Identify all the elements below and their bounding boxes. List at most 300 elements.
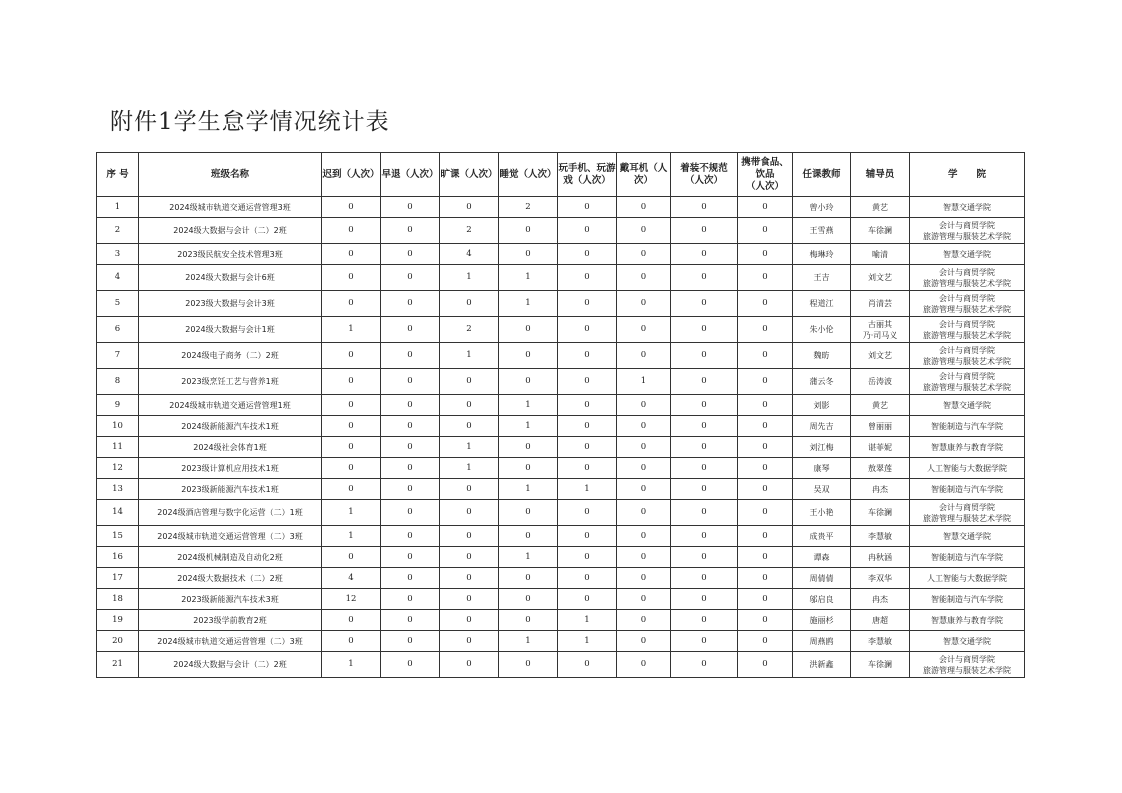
cell-dress: 0	[671, 197, 738, 218]
cell-college	[910, 458, 1025, 479]
cell-sleep: 0	[499, 500, 558, 526]
table-row	[97, 437, 1025, 458]
cell-counselor-line: 乃·司马义	[862, 330, 898, 340]
cell-teacher: 魏昉	[793, 343, 851, 369]
cell-teacher: 王吉	[793, 265, 851, 291]
table-header-row	[97, 153, 1025, 197]
cell-early: 0	[381, 547, 440, 568]
statistics-table	[96, 152, 1025, 678]
cell-counselor: 黄艺	[851, 395, 910, 416]
cell-teacher: 程道江	[793, 291, 851, 317]
cell-college	[910, 291, 1025, 317]
cell-late: 0	[322, 291, 381, 317]
cell-class: 2023级大数据与会计3班	[139, 291, 322, 317]
cell-seq: 17	[97, 568, 139, 589]
cell-early: 0	[381, 416, 440, 437]
cell-absent: 1	[440, 343, 499, 369]
cell-food: 0	[738, 610, 793, 631]
cell-dress: 0	[671, 343, 738, 369]
header-line: 戴耳机	[619, 162, 649, 174]
cell-dress: 0	[671, 610, 738, 631]
cell-phone: 0	[558, 197, 617, 218]
cell-college-line: 智慧交通学院	[943, 531, 991, 541]
cell-late: 0	[322, 369, 381, 395]
cell-food: 0	[738, 458, 793, 479]
cell-class: 2024级电子商务（二）2班	[139, 343, 322, 369]
cell-college	[910, 610, 1025, 631]
cell-college	[910, 416, 1025, 437]
cell-seq: 10	[97, 416, 139, 437]
cell-college-line: 智慧交通学院	[943, 202, 991, 212]
cell-dress: 0	[671, 291, 738, 317]
table-row	[97, 526, 1025, 547]
header-line: （人次）	[518, 168, 557, 180]
cell-seq: 8	[97, 369, 139, 395]
cell-teacher: 邬启良	[793, 589, 851, 610]
header-line: （人次）	[400, 168, 439, 180]
cell-food: 0	[738, 265, 793, 291]
cell-earphone: 0	[617, 437, 671, 458]
header-earphone	[617, 153, 671, 197]
cell-sleep: 0	[499, 652, 558, 678]
cell-sleep: 0	[499, 589, 558, 610]
cell-counselor: 李慧敏	[851, 526, 910, 547]
cell-college	[910, 479, 1025, 500]
cell-college	[910, 547, 1025, 568]
cell-absent: 0	[440, 631, 499, 652]
cell-phone: 0	[558, 526, 617, 547]
cell-class: 2023级民航安全技术管理3班	[139, 244, 322, 265]
cell-food: 0	[738, 218, 793, 244]
cell-phone: 0	[558, 589, 617, 610]
cell-counselor: 冉杰	[851, 479, 910, 500]
cell-food: 0	[738, 589, 793, 610]
cell-absent: 1	[440, 437, 499, 458]
cell-late: 0	[322, 197, 381, 218]
cell-dress: 0	[671, 589, 738, 610]
table-row	[97, 343, 1025, 369]
cell-dress: 0	[671, 437, 738, 458]
cell-earphone: 0	[617, 265, 671, 291]
cell-seq: 1	[97, 197, 139, 218]
cell-college-line: 会计与商贸学院	[939, 220, 995, 230]
cell-absent: 0	[440, 547, 499, 568]
cell-earphone: 0	[617, 568, 671, 589]
cell-phone: 0	[558, 244, 617, 265]
table-row	[97, 479, 1025, 500]
cell-late: 0	[322, 610, 381, 631]
cell-counselor-line: 古丽其	[868, 319, 892, 329]
cell-teacher: 刘影	[793, 395, 851, 416]
header-line: （人次）	[745, 180, 784, 192]
cell-late: 0	[322, 631, 381, 652]
cell-college-line: 旅游管理与服装艺术学院	[923, 330, 1011, 340]
cell-earphone: 0	[617, 526, 671, 547]
table-row	[97, 610, 1025, 631]
cell-college-line: 会计与商贸学院	[939, 293, 995, 303]
cell-earphone: 0	[617, 197, 671, 218]
cell-absent: 0	[440, 589, 499, 610]
cell-earphone: 0	[617, 458, 671, 479]
cell-seq: 6	[97, 317, 139, 343]
cell-phone: 0	[558, 458, 617, 479]
header-dress	[671, 153, 738, 197]
table-row	[97, 568, 1025, 589]
cell-seq: 15	[97, 526, 139, 547]
cell-college-line: 智慧康养与教育学院	[931, 442, 1003, 452]
cell-food: 0	[738, 343, 793, 369]
cell-college-line: 智慧康养与教育学院	[931, 615, 1003, 625]
table-row	[97, 500, 1025, 526]
header-counselor: 辅导员	[851, 153, 910, 197]
header-line: 睡觉	[499, 168, 519, 180]
cell-class: 2023级新能源汽车技术3班	[139, 589, 322, 610]
table-row	[97, 218, 1025, 244]
cell-sleep: 1	[499, 631, 558, 652]
cell-college-line: 旅游管理与服装艺术学院	[923, 356, 1011, 366]
cell-college-line: 旅游管理与服装艺术学院	[923, 231, 1011, 241]
cell-college	[910, 244, 1025, 265]
cell-earphone: 0	[617, 291, 671, 317]
cell-dress: 0	[671, 500, 738, 526]
cell-college	[910, 568, 1025, 589]
cell-early: 0	[381, 437, 440, 458]
cell-college-line: 智慧交通学院	[943, 249, 991, 259]
cell-sleep: 1	[499, 479, 558, 500]
cell-earphone: 0	[617, 218, 671, 244]
cell-early: 0	[381, 589, 440, 610]
cell-counselor: 李双华	[851, 568, 910, 589]
cell-class: 2024级大数据与会计（二）2班	[139, 652, 322, 678]
cell-absent: 0	[440, 197, 499, 218]
cell-college-line: 智能制造与汽车学院	[931, 552, 1003, 562]
cell-college-line: 智能制造与汽车学院	[931, 594, 1003, 604]
cell-sleep: 0	[499, 244, 558, 265]
cell-teacher: 成贵平	[793, 526, 851, 547]
cell-college-line: 会计与商贸学院	[939, 267, 995, 277]
header-early	[381, 153, 440, 197]
cell-counselor: 喻清	[851, 244, 910, 265]
header-seq: 序 号	[97, 153, 139, 197]
cell-absent: 0	[440, 568, 499, 589]
cell-dress: 0	[671, 631, 738, 652]
header-line: 着装不规范	[680, 162, 728, 174]
cell-counselor: 肖清芸	[851, 291, 910, 317]
cell-dress: 0	[671, 317, 738, 343]
cell-early: 0	[381, 317, 440, 343]
cell-absent: 0	[440, 416, 499, 437]
cell-class: 2024级城市轨道交通运营管理（二）3班	[139, 526, 322, 547]
cell-sleep: 0	[499, 458, 558, 479]
cell-college-line: 会计与商贸学院	[939, 654, 995, 664]
table-row	[97, 589, 1025, 610]
cell-teacher: 康琴	[793, 458, 851, 479]
cell-earphone: 0	[617, 479, 671, 500]
cell-early: 0	[381, 244, 440, 265]
cell-sleep: 0	[499, 317, 558, 343]
cell-dress: 0	[671, 458, 738, 479]
table-row	[97, 265, 1025, 291]
cell-early: 0	[381, 265, 440, 291]
cell-counselor: 唐超	[851, 610, 910, 631]
table-row	[97, 291, 1025, 317]
table-row	[97, 244, 1025, 265]
cell-dress: 0	[671, 369, 738, 395]
cell-teacher: 洪新鑫	[793, 652, 851, 678]
cell-dress: 0	[671, 416, 738, 437]
cell-food: 0	[738, 369, 793, 395]
cell-earphone: 0	[617, 416, 671, 437]
cell-seq: 9	[97, 395, 139, 416]
cell-early: 0	[381, 395, 440, 416]
cell-early: 0	[381, 568, 440, 589]
cell-counselor: 敖翠莲	[851, 458, 910, 479]
cell-teacher: 王小艳	[793, 500, 851, 526]
cell-college	[910, 343, 1025, 369]
cell-college-line: 智慧交通学院	[943, 636, 991, 646]
cell-food: 0	[738, 244, 793, 265]
cell-college	[910, 369, 1025, 395]
cell-earphone: 0	[617, 610, 671, 631]
cell-college	[910, 317, 1025, 343]
cell-dress: 0	[671, 265, 738, 291]
cell-seq: 11	[97, 437, 139, 458]
cell-early: 0	[381, 631, 440, 652]
cell-sleep: 0	[499, 526, 558, 547]
cell-teacher: 朱小伦	[793, 317, 851, 343]
cell-class: 2024级新能源汽车技术1班	[139, 416, 322, 437]
cell-food: 0	[738, 500, 793, 526]
header-line: （人次）	[633, 162, 668, 186]
cell-food: 0	[738, 197, 793, 218]
cell-earphone: 0	[617, 631, 671, 652]
cell-late: 1	[322, 500, 381, 526]
header-teacher: 任课教师	[793, 153, 851, 197]
cell-class: 2024级社会体育1班	[139, 437, 322, 458]
table-body	[97, 197, 1025, 678]
cell-college	[910, 500, 1025, 526]
cell-absent: 2	[440, 218, 499, 244]
cell-college-line: 旅游管理与服装艺术学院	[923, 278, 1011, 288]
cell-counselor: 李慧敏	[851, 631, 910, 652]
cell-late: 4	[322, 568, 381, 589]
cell-sleep: 1	[499, 395, 558, 416]
cell-food: 0	[738, 526, 793, 547]
cell-teacher: 周倩倩	[793, 568, 851, 589]
header-food	[738, 153, 793, 197]
cell-college-line: 旅游管理与服装艺术学院	[923, 513, 1011, 523]
cell-absent: 0	[440, 479, 499, 500]
cell-college-line: 会计与商贸学院	[939, 345, 995, 355]
cell-teacher: 施丽杉	[793, 610, 851, 631]
cell-phone: 0	[558, 291, 617, 317]
header-line: （人次）	[341, 168, 380, 180]
cell-food: 0	[738, 395, 793, 416]
cell-class: 2024级大数据与会计（二）2班	[139, 218, 322, 244]
cell-late: 0	[322, 416, 381, 437]
cell-late: 1	[322, 526, 381, 547]
cell-dress: 0	[671, 526, 738, 547]
cell-dress: 0	[671, 568, 738, 589]
cell-early: 0	[381, 652, 440, 678]
cell-phone: 0	[558, 500, 617, 526]
cell-sleep: 0	[499, 369, 558, 395]
header-line: 迟到	[322, 168, 342, 180]
cell-early: 0	[381, 197, 440, 218]
cell-sleep: 2	[499, 197, 558, 218]
cell-absent: 0	[440, 395, 499, 416]
cell-food: 0	[738, 652, 793, 678]
cell-teacher: 周燕鸥	[793, 631, 851, 652]
cell-absent: 4	[440, 244, 499, 265]
cell-late: 0	[322, 479, 381, 500]
cell-counselor: 冉杰	[851, 589, 910, 610]
cell-dress: 0	[671, 218, 738, 244]
cell-early: 0	[381, 291, 440, 317]
cell-college-line: 人工智能与大数据学院	[927, 573, 1007, 583]
header-line: 携带食	[741, 156, 770, 168]
cell-earphone: 0	[617, 652, 671, 678]
cell-college-line: 智能制造与汽车学院	[931, 484, 1003, 494]
cell-college	[910, 218, 1025, 244]
cell-class: 2024级机械制造及自动化2班	[139, 547, 322, 568]
cell-absent: 1	[440, 265, 499, 291]
cell-class: 2024级城市轨道交通运营管理（二）3班	[139, 631, 322, 652]
cell-teacher: 刘江梅	[793, 437, 851, 458]
header-absent	[440, 153, 499, 197]
cell-late: 1	[322, 317, 381, 343]
cell-phone: 0	[558, 317, 617, 343]
cell-food: 0	[738, 291, 793, 317]
cell-earphone: 0	[617, 317, 671, 343]
cell-seq: 13	[97, 479, 139, 500]
cell-seq: 4	[97, 265, 139, 291]
cell-college	[910, 589, 1025, 610]
cell-phone: 0	[558, 369, 617, 395]
cell-counselor: 岳涛波	[851, 369, 910, 395]
cell-dress: 0	[671, 395, 738, 416]
cell-earphone: 0	[617, 244, 671, 265]
cell-phone: 0	[558, 547, 617, 568]
table-row	[97, 631, 1025, 652]
cell-seq: 12	[97, 458, 139, 479]
cell-counselor: 车徐澜	[851, 500, 910, 526]
cell-late: 0	[322, 244, 381, 265]
cell-counselor: 刘文艺	[851, 343, 910, 369]
cell-sleep: 1	[499, 416, 558, 437]
header-line: 玩游戏	[563, 162, 616, 186]
cell-phone: 0	[558, 395, 617, 416]
table-row	[97, 458, 1025, 479]
table-row	[97, 547, 1025, 568]
cell-late: 0	[322, 265, 381, 291]
cell-absent: 0	[440, 610, 499, 631]
cell-food: 0	[738, 416, 793, 437]
cell-class: 2024级城市轨道交通运营管理1班	[139, 395, 322, 416]
cell-phone: 0	[558, 343, 617, 369]
cell-college	[910, 197, 1025, 218]
cell-college-line: 旅游管理与服装艺术学院	[923, 304, 1011, 314]
cell-counselor: 冉秋涵	[851, 547, 910, 568]
header-late	[322, 153, 381, 197]
cell-seq: 5	[97, 291, 139, 317]
header-phone	[558, 153, 617, 197]
cell-class: 2023级计算机应用技术1班	[139, 458, 322, 479]
cell-college-line: 人工智能与大数据学院	[927, 463, 1007, 473]
cell-food: 0	[738, 437, 793, 458]
cell-sleep: 1	[499, 291, 558, 317]
cell-college-line: 会计与商贸学院	[939, 319, 995, 329]
cell-earphone: 0	[617, 500, 671, 526]
cell-dress: 0	[671, 547, 738, 568]
cell-phone: 0	[558, 416, 617, 437]
header-class: 班级名称	[139, 153, 322, 197]
cell-early: 0	[381, 526, 440, 547]
page-title: 附件1学生怠学情况统计表	[110, 109, 390, 135]
table-row	[97, 369, 1025, 395]
cell-college-line: 智慧交通学院	[943, 400, 991, 410]
cell-college	[910, 526, 1025, 547]
cell-teacher: 周先吉	[793, 416, 851, 437]
cell-college-line: 会计与商贸学院	[939, 502, 995, 512]
cell-teacher: 蒲云冬	[793, 369, 851, 395]
cell-phone: 0	[558, 652, 617, 678]
cell-phone: 0	[558, 265, 617, 291]
cell-late: 1	[322, 652, 381, 678]
cell-late: 0	[322, 395, 381, 416]
cell-teacher: 梅琳玲	[793, 244, 851, 265]
cell-early: 0	[381, 479, 440, 500]
cell-absent: 0	[440, 526, 499, 547]
cell-phone: 1	[558, 479, 617, 500]
cell-class: 2024级大数据技术（二）2班	[139, 568, 322, 589]
cell-sleep: 1	[499, 265, 558, 291]
table-row	[97, 197, 1025, 218]
cell-absent: 2	[440, 317, 499, 343]
cell-counselor: 车徐澜	[851, 218, 910, 244]
cell-late: 0	[322, 343, 381, 369]
cell-class: 2023级烹饪工艺与营养1班	[139, 369, 322, 395]
cell-phone: 0	[558, 218, 617, 244]
header-line: 玩手机、	[558, 162, 597, 174]
cell-phone: 0	[558, 568, 617, 589]
cell-seq: 14	[97, 500, 139, 526]
cell-late: 0	[322, 437, 381, 458]
cell-absent: 0	[440, 369, 499, 395]
table-row	[97, 395, 1025, 416]
cell-absent: 0	[440, 652, 499, 678]
header-line: （人次）	[459, 168, 498, 180]
cell-counselor: 刘文艺	[851, 265, 910, 291]
cell-food: 0	[738, 568, 793, 589]
cell-seq: 16	[97, 547, 139, 568]
cell-college-line: 智能制造与汽车学院	[931, 421, 1003, 431]
cell-absent: 1	[440, 458, 499, 479]
cell-college	[910, 395, 1025, 416]
cell-teacher: 曾小玲	[793, 197, 851, 218]
header-line: 早退	[381, 168, 401, 180]
cell-sleep: 0	[499, 610, 558, 631]
cell-college-line: 旅游管理与服装艺术学院	[923, 382, 1011, 392]
cell-college	[910, 437, 1025, 458]
cell-phone: 1	[558, 631, 617, 652]
cell-college-line: 会计与商贸学院	[939, 371, 995, 381]
cell-seq: 3	[97, 244, 139, 265]
header-college: 学 院	[910, 153, 1025, 197]
cell-dress: 0	[671, 652, 738, 678]
cell-counselor: 黄艺	[851, 197, 910, 218]
cell-late: 0	[322, 547, 381, 568]
